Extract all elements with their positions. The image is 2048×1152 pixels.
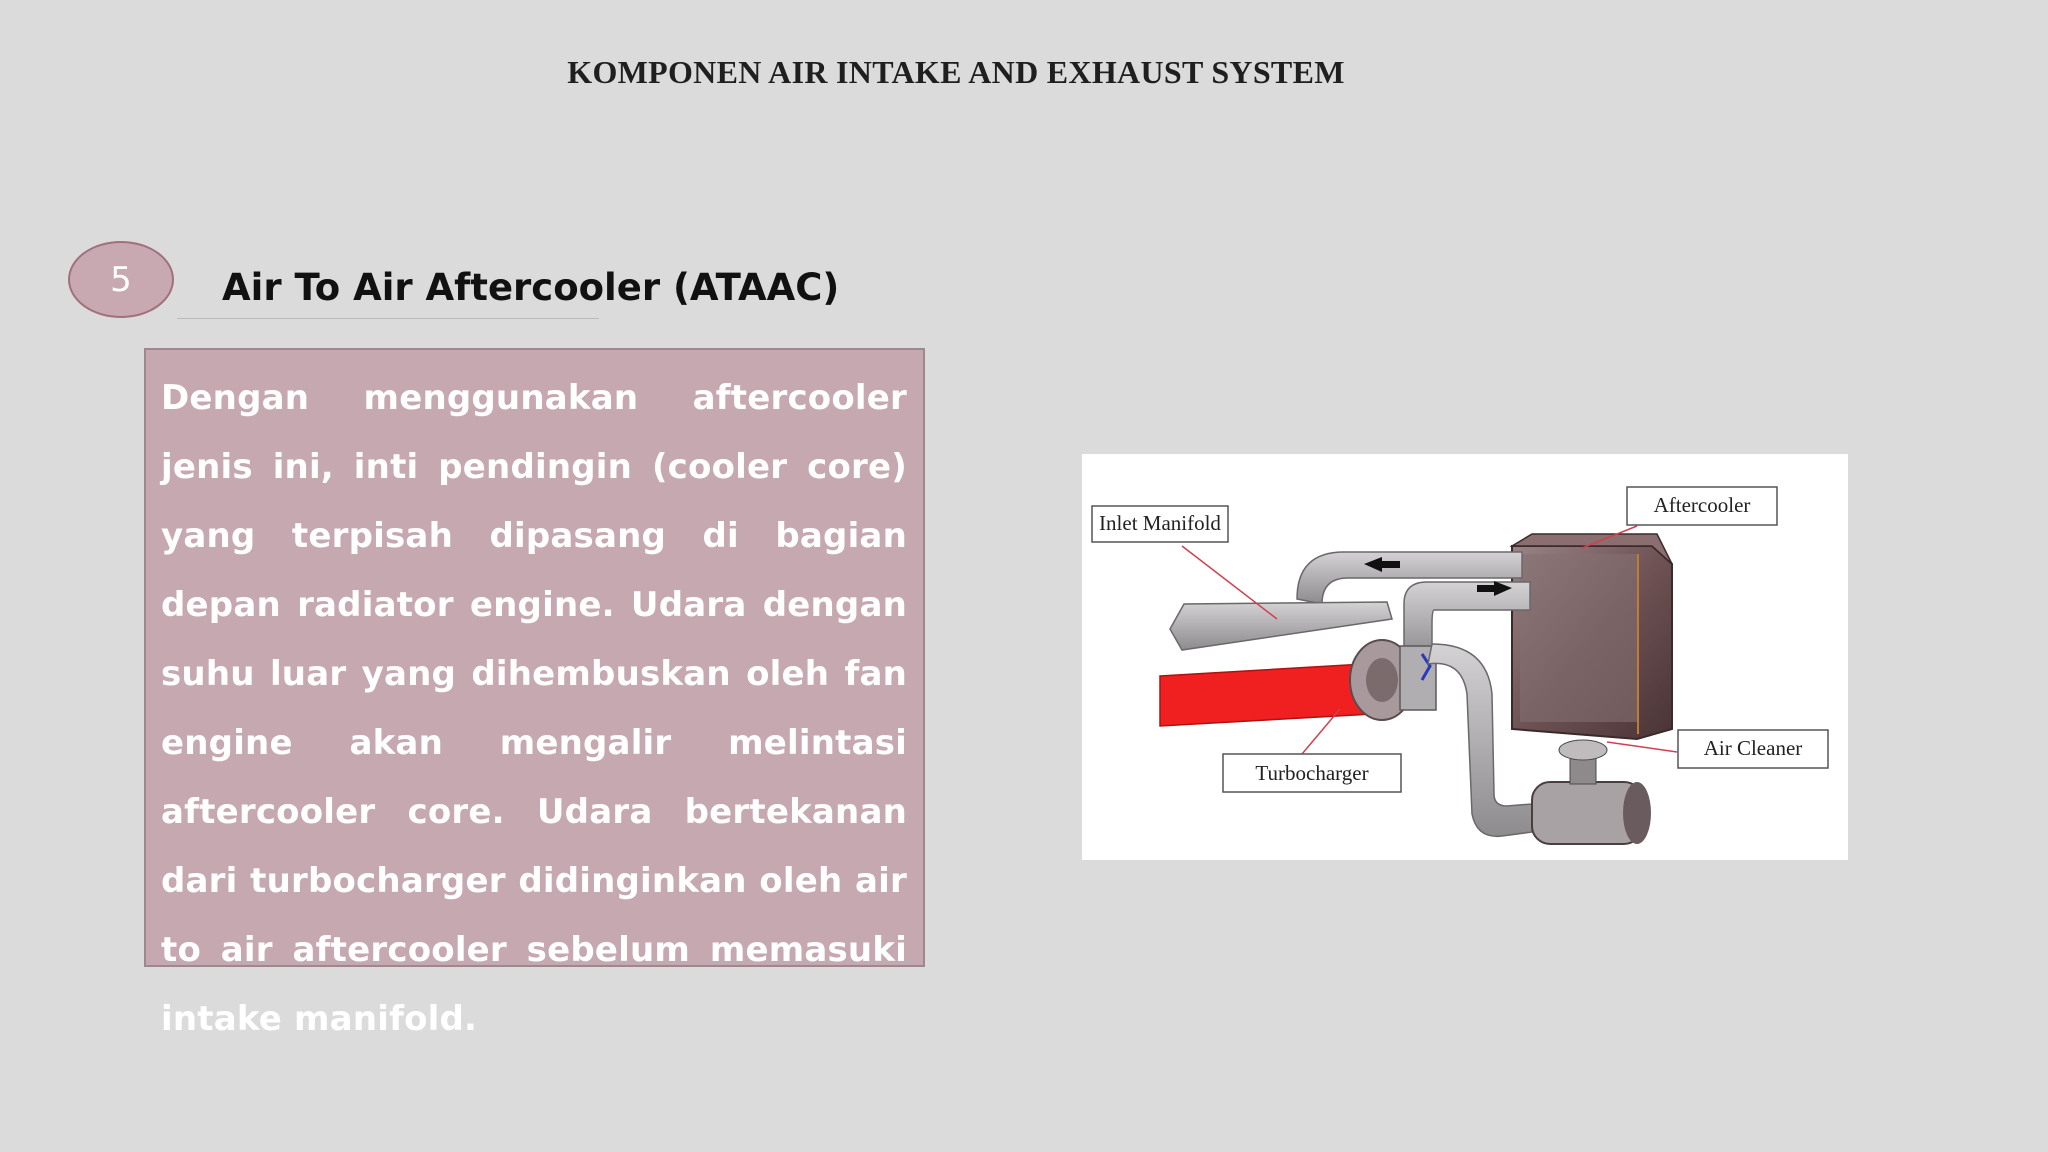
label-turbocharger (1223, 754, 1401, 792)
section-title: Air To Air Aftercooler (ATAAC) (222, 266, 840, 309)
svg-text:Aftercooler: Aftercooler (1653, 493, 1751, 517)
description-text: Dengan menggunakan aftercooler jenis ini, inti pendingin (cooler core) yang terpisah dipasang di bagian depan radiator engine. Udara dengan suhu luar yang dihembuskan oleh fan engine akan mengalir melintasi aftercooler core. Udara bertekanan dari turbocharger didinginkan oleh air to air aftercooler sebelum memasuki intake manifold. (161, 378, 907, 1039)
svg-text:Air Cleaner: Air Cleaner (1703, 736, 1803, 760)
title-underline (177, 318, 599, 319)
section-number-badge (68, 241, 174, 318)
label-aftercooler (1627, 487, 1777, 525)
svg-text:Inlet Manifold: Inlet Manifold (1099, 511, 1221, 535)
description-box (144, 348, 925, 1039)
svg-text:Turbocharger: Turbocharger (1255, 761, 1369, 785)
label-inlet-manifold (1092, 506, 1228, 542)
exhaust-pipe (1160, 664, 1372, 726)
air-cleaner (1532, 740, 1651, 844)
diagram-svg (1082, 454, 1848, 860)
turbocharger (1350, 640, 1436, 720)
page-title: KOMPONEN AIR INTAKE AND EXHAUST SYSTEM (567, 54, 1345, 90)
aftercooler-core (1512, 534, 1672, 739)
aftercooler-diagram (1082, 454, 1848, 860)
label-air-cleaner (1678, 730, 1828, 768)
inlet-manifold (1170, 602, 1392, 650)
section-number: 5 (110, 259, 132, 300)
